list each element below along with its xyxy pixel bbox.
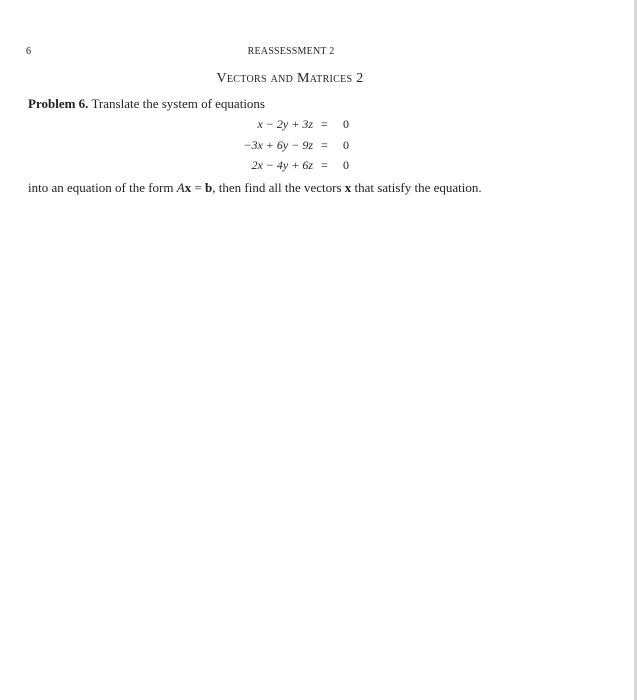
equation-relation: =: [321, 117, 328, 131]
section-title: Vectors and Matrices 2: [216, 71, 364, 86]
equation-rhs: 0: [343, 117, 349, 131]
instruction-text: , then find all the vectors: [212, 180, 345, 195]
problem-statement: [28, 96, 265, 112]
vector-symbol: x: [184, 180, 192, 195]
equation-row: [190, 158, 390, 179]
equation-row: [190, 138, 390, 159]
equation-relation: =: [321, 137, 328, 152]
equation-lhs: x − 2y + 3z: [257, 117, 313, 131]
instruction-text: that satisfy the equation.: [351, 180, 482, 195]
equals-symbol: =: [191, 180, 206, 195]
equation-lhs: −3x + 6y − 9z: [243, 137, 313, 152]
problem-instruction: [28, 180, 482, 196]
running-head: REASSESSMENT 2: [247, 46, 335, 57]
equation-rhs: 0: [343, 137, 349, 152]
equation-relation: =: [321, 158, 328, 172]
instruction-text: into an equation of the form: [28, 180, 177, 195]
equation-row: [190, 117, 390, 138]
vector-symbol: b: [205, 180, 213, 195]
problem-label: Problem 6.: [28, 96, 89, 111]
problem-intro: Translate the system of equations: [91, 96, 265, 111]
equation-rhs: 0: [343, 158, 349, 172]
page-number: 6: [26, 46, 31, 57]
equation-lhs: 2x − 4y + 6z: [251, 158, 313, 172]
equation-system: [190, 117, 390, 179]
matrix-symbol: A: [176, 180, 185, 195]
vector-symbol: x: [344, 180, 352, 195]
